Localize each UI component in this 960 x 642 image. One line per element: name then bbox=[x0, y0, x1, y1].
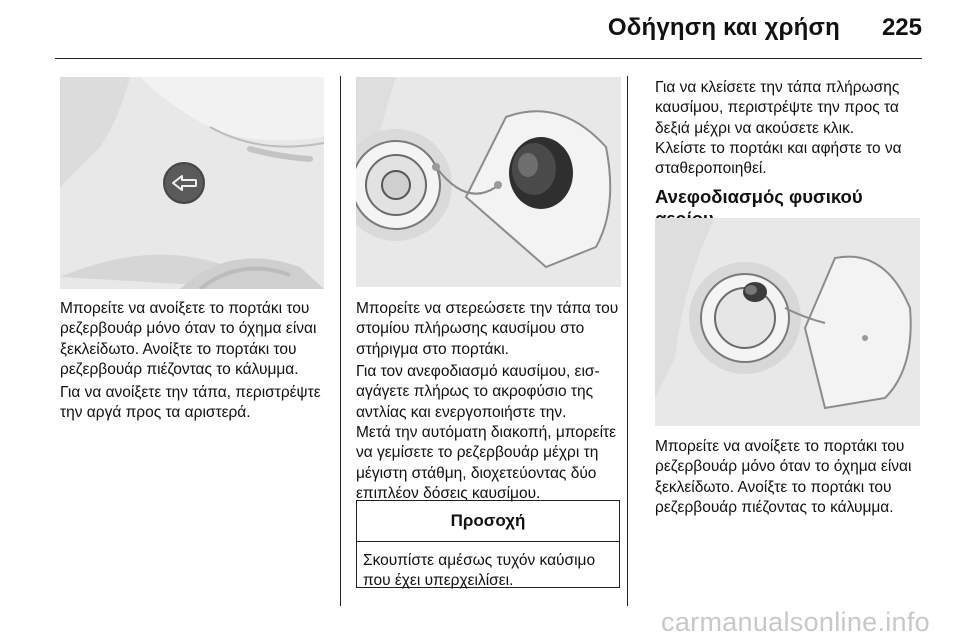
column-divider-1 bbox=[340, 76, 341, 606]
paragraph-close-cap: Για να κλείσετε την τάπα πλήρωσης καυσίμου, περιστρέψτε την προς τα δεξιά μέχρι να ακούσετε κλικ. bbox=[655, 79, 900, 137]
caution-box bbox=[356, 500, 620, 588]
watermark: carmanualsonline.info bbox=[661, 607, 930, 637]
paragraph-open-cap: Για να ανοίξετε την τάπα, περιστρέψτε την αργά προς τα αριστερά. bbox=[60, 384, 321, 422]
paragraph-close-door: Κλείστε το πορτάκι και αφήστε το να σταθεροποιηθεί. bbox=[655, 140, 902, 178]
paragraph-fill-max: Μετά την αυτόματη διακοπή, μπορείτε να γεμίσετε το ρεζερβουάρ μέχρι τη μέγιστη στάθμη, διοχετεύοντας δύο επιπλέον δόσεις καυσίμου. bbox=[356, 424, 617, 503]
column-divider-2 bbox=[627, 76, 628, 606]
header-divider bbox=[55, 58, 922, 59]
natural-gas-filler-illustration bbox=[655, 218, 920, 426]
caution-title: Προσοχή bbox=[357, 501, 619, 542]
page-number: 225 bbox=[881, 14, 922, 41]
caution-text: Σκουπίστε αμέσως τυχόν καύσιμο που έχει υπερχειλίσει. bbox=[363, 552, 596, 590]
fuel-cap-on-door-illustration bbox=[356, 77, 621, 287]
paragraph-fuel-door-unlock: Μπορείτε να ανοίξετε το πορτάκι του ρεζερβουάρ μόνο όταν το όχημα είναι ξεκλείδωτο. Ανοίξτε το πορτάκι του ρεζερβουάρ πιέζοντας το κάλυμμα. bbox=[60, 300, 317, 379]
paragraph-gas-door-unlock: Μπορείτε να ανοίξετε το πορτάκι του ρεζερβουάρ μόνο όταν το όχημα είναι ξεκλείδωτο. Ανοίξτε το πορτάκι του ρεζερβουάρ πιέζοντας το κάλυμμα. bbox=[655, 438, 912, 517]
paragraph-attach-cap: Μπορείτε να στερεώσετε την τάπα του στομίου πλήρωσης καυσίμου στο στήριγμα στο πορτάκι. bbox=[356, 300, 619, 358]
fuel-door-closed-illustration bbox=[60, 77, 324, 289]
paragraph-refuel-nozzle: Για τον ανεφοδιασμό καυσίμου, εισ-αγάγετε πλήρως το ακροφύσιο της αντλίας και ενεργοποιήστε την. bbox=[356, 363, 600, 421]
section-heading-natural-gas: Ανεφοδιασμός φυσικού bbox=[655, 186, 863, 207]
page-title: Οδήγηση και χρήση bbox=[607, 14, 840, 41]
